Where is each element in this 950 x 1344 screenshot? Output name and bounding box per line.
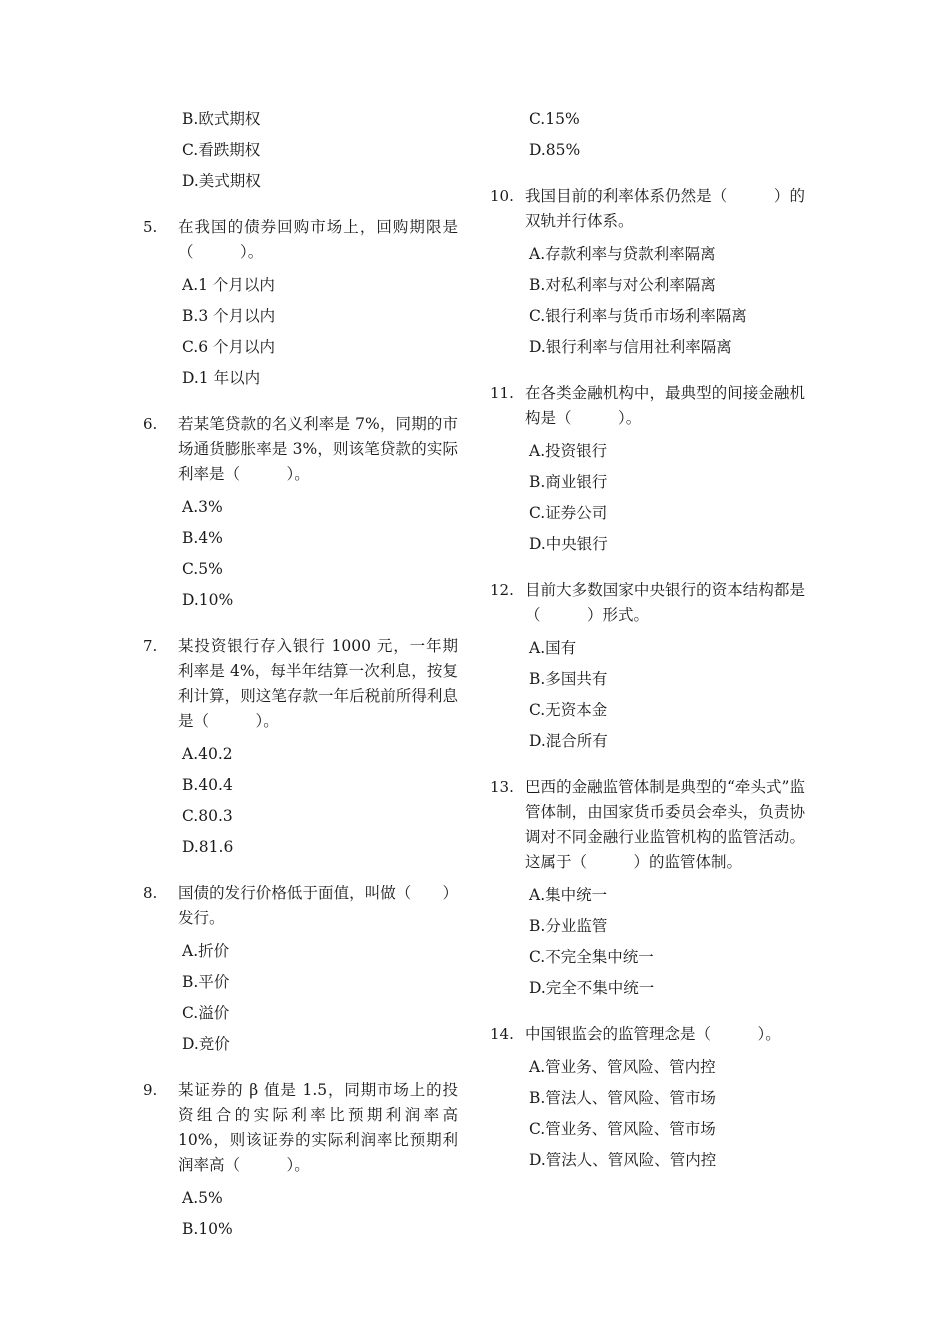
- option: A.国有: [529, 639, 577, 657]
- option: C.管业务、管风险、管市场: [529, 1120, 716, 1138]
- option: C.证券公司: [529, 504, 608, 522]
- continued-options-right: [490, 104, 820, 166]
- question-text: 中国银监会的监管理念是（ ）。: [525, 1025, 781, 1043]
- option: C.不完全集中统一: [529, 948, 654, 966]
- question-text: 目前大多数国家中央银行的资本结构都是（ ）形式。: [525, 581, 805, 624]
- option: D.美式期权: [182, 172, 261, 190]
- option: C.无资本金: [529, 701, 608, 719]
- options-list: [143, 270, 473, 394]
- question-number: 8.: [143, 884, 158, 902]
- option: D.81.6: [182, 838, 234, 856]
- option: A.存款利率与贷款利率隔离: [529, 245, 716, 263]
- continued-options-left: [143, 104, 473, 197]
- question-10: [490, 184, 820, 363]
- option: B.10%: [182, 1220, 233, 1238]
- question-text: 在各类金融机构中，最典型的间接金融机构是（ ）。: [525, 384, 805, 427]
- options-list: [143, 1183, 473, 1245]
- left-column: [143, 104, 473, 1245]
- options-list: [490, 633, 820, 757]
- option: A.3%: [182, 498, 223, 516]
- option: D.银行利率与信用社利率隔离: [529, 338, 732, 356]
- question-13: [490, 775, 820, 1004]
- option: C.80.3: [182, 807, 233, 825]
- question-text: 国债的发行价格低于面值，叫做（ ）发行。: [178, 884, 458, 927]
- question-6: [143, 412, 473, 616]
- option: B.欧式期权: [182, 110, 261, 128]
- options-list: [490, 880, 820, 1004]
- option: C.溢价: [182, 1004, 230, 1022]
- option: A.1 个月以内: [182, 276, 275, 294]
- option: D.完全不集中统一: [529, 979, 655, 997]
- question-number: 12.: [490, 581, 514, 599]
- options-list: [490, 239, 820, 363]
- option: A.集中统一: [529, 886, 608, 904]
- option: D.管法人、管风险、管内控: [529, 1151, 717, 1169]
- question-number: 7.: [143, 637, 158, 655]
- option: A.管业务、管风险、管内控: [529, 1058, 716, 1076]
- option: B.3 个月以内: [182, 307, 276, 325]
- question-text: 某投资银行存入银行 1000 元，一年期利率是 4%，每半年结算一次利息，按复利计算，则这笔存款一年后税前所得利息是（ ）。: [178, 637, 458, 730]
- options-list: [143, 739, 473, 863]
- option: B.40.4: [182, 776, 233, 794]
- options-list: [143, 936, 473, 1060]
- option: D.竞价: [182, 1035, 230, 1053]
- option: B.商业银行: [529, 473, 608, 491]
- question-11: [490, 381, 820, 560]
- option: A.40.2: [182, 745, 233, 763]
- option: B.多国共有: [529, 670, 608, 688]
- option: D.10%: [182, 591, 234, 609]
- option: D.1 年以内: [182, 369, 261, 387]
- question-text: 在我国的债券回购市场上，回购期限是（ ）。: [178, 218, 458, 261]
- options-list: [490, 1052, 820, 1176]
- option: C.看跌期权: [182, 141, 261, 159]
- option: C.15%: [529, 110, 580, 128]
- question-number: 14.: [490, 1025, 514, 1043]
- question-number: 5.: [143, 218, 158, 236]
- question-number: 13.: [490, 778, 514, 796]
- option: A.投资银行: [529, 442, 608, 460]
- option: C.6 个月以内: [182, 338, 276, 356]
- option: B.管法人、管风险、管市场: [529, 1089, 716, 1107]
- option: A.5%: [182, 1189, 223, 1207]
- question-text: 巴西的金融监管体制是典型的“牵头式”监管体制，由国家货币委员会牵头，负责协调对不同金融行业监管机构的监管活动。这属于（ ）的监管体制。: [525, 778, 805, 871]
- question-text: 某证券的 β 值是 1.5，同期市场上的投资组合的实际利率比预期利润率高 10%，则该证券的实际利润率比预期利润率高（ ）。: [178, 1081, 458, 1174]
- question-9: [143, 1078, 473, 1245]
- option: B.平价: [182, 973, 230, 991]
- options-list: [490, 436, 820, 560]
- question-8: [143, 881, 473, 1060]
- question-number: 10.: [490, 187, 514, 205]
- option: D.中央银行: [529, 535, 608, 553]
- question-number: 9.: [143, 1081, 158, 1099]
- question-5: [143, 215, 473, 394]
- question-12: [490, 578, 820, 757]
- option: C.5%: [182, 560, 223, 578]
- question-14: [490, 1022, 820, 1176]
- question-number: 6.: [143, 415, 158, 433]
- option: B.对私利率与对公利率隔离: [529, 276, 716, 294]
- option: B.4%: [182, 529, 223, 547]
- options-list: [143, 492, 473, 616]
- question-7: [143, 634, 473, 863]
- question-number: 11.: [490, 384, 514, 402]
- option: C.银行利率与货币市场利率隔离: [529, 307, 747, 325]
- right-column: [490, 104, 820, 1176]
- option: A.折价: [182, 942, 230, 960]
- option: B.分业监管: [529, 917, 608, 935]
- option: D.混合所有: [529, 732, 608, 750]
- question-text: 我国目前的利率体系仍然是（ ）的双轨并行体系。: [525, 187, 805, 230]
- option: D.85%: [529, 141, 581, 159]
- question-text: 若某笔贷款的名义利率是 7%，同期的市场通货膨胀率是 3%，则该笔贷款的实际利率是（ ）。: [178, 415, 458, 483]
